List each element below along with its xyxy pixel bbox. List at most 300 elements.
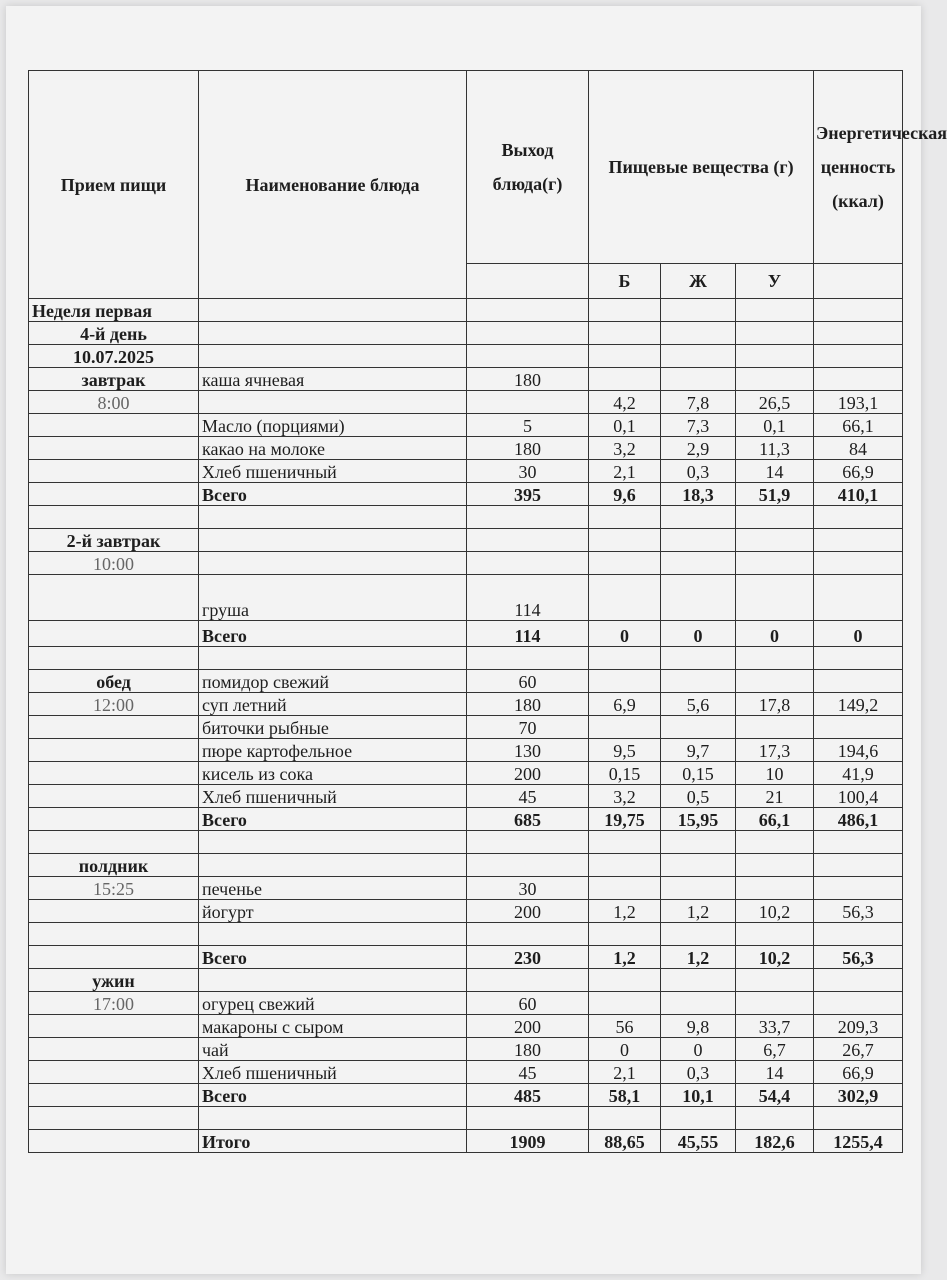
meal-cell [29,1061,199,1084]
table-row [29,969,903,992]
table-row [29,693,903,716]
yield-cell: 1909 [467,1130,589,1153]
energy-cell [814,506,903,529]
meal-cell [29,946,199,969]
fat-cell: 15,95 [661,808,736,831]
header-protein: Б [589,264,661,299]
carbs-cell [736,322,814,345]
yield-cell: 180 [467,368,589,391]
table-row [29,785,903,808]
header-yield: Выход блюда(г) [467,71,589,264]
carbs-cell: 10,2 [736,946,814,969]
energy-cell [814,923,903,946]
yield-cell: 685 [467,808,589,831]
dish-name-cell [199,923,467,946]
yield-cell: 30 [467,460,589,483]
carbs-cell [736,345,814,368]
table-row [29,923,903,946]
meal-cell [29,1015,199,1038]
energy-cell: 41,9 [814,762,903,785]
dish-name-cell: суп летний [199,693,467,716]
dish-name-cell: груша [199,575,467,621]
meal-cell: 15:25 [29,877,199,900]
table-row [29,322,903,345]
meal-cell [29,506,199,529]
fat-cell: 10,1 [661,1084,736,1107]
yield-cell: 30 [467,877,589,900]
header-yield-sub [467,264,589,299]
carbs-cell [736,1107,814,1130]
fat-cell [661,506,736,529]
protein-cell: 9,6 [589,483,661,506]
energy-cell [814,831,903,854]
table-row [29,1130,903,1153]
dish-name-cell: огурец свежий [199,992,467,1015]
dish-name-cell: Хлеб пшеничный [199,460,467,483]
dish-name-cell: макароны с сыром [199,1015,467,1038]
carbs-cell [736,670,814,693]
carbs-cell: 6,7 [736,1038,814,1061]
protein-cell: 1,2 [589,900,661,923]
dish-name-cell: Хлеб пшеничный [199,1061,467,1084]
carbs-cell [736,923,814,946]
dish-name-cell: Хлеб пшеничный [199,785,467,808]
energy-cell [814,575,903,621]
meal-cell [29,575,199,621]
fat-cell [661,992,736,1015]
fat-cell [661,969,736,992]
yield-cell [467,552,589,575]
protein-cell [589,552,661,575]
energy-cell: 0 [814,621,903,647]
protein-cell: 9,5 [589,739,661,762]
yield-cell [467,299,589,322]
energy-cell [814,1107,903,1130]
fat-cell: 0,15 [661,762,736,785]
dish-name-cell: Всего [199,1084,467,1107]
protein-cell: 0,15 [589,762,661,785]
fat-cell [661,923,736,946]
yield-cell: 180 [467,1038,589,1061]
protein-cell [589,506,661,529]
dish-name-cell [199,345,467,368]
energy-cell [814,992,903,1015]
meal-cell [29,437,199,460]
header-fat: Ж [661,264,736,299]
fat-cell [661,368,736,391]
energy-cell [814,322,903,345]
table-row [29,483,903,506]
carbs-cell: 21 [736,785,814,808]
table-row [29,854,903,877]
yield-cell: 5 [467,414,589,437]
protein-cell: 3,2 [589,785,661,808]
protein-cell [589,716,661,739]
meal-cell: Неделя первая [29,299,199,322]
table-row [29,437,903,460]
protein-cell: 2,1 [589,1061,661,1084]
carbs-cell: 11,3 [736,437,814,460]
yield-cell: 485 [467,1084,589,1107]
carbs-cell: 17,8 [736,693,814,716]
protein-cell: 4,2 [589,391,661,414]
meal-cell [29,414,199,437]
carbs-cell: 26,5 [736,391,814,414]
fat-cell [661,831,736,854]
protein-cell [589,575,661,621]
energy-cell: 66,9 [814,1061,903,1084]
dish-name-cell [199,854,467,877]
table-row [29,808,903,831]
table-row [29,552,903,575]
table-row [29,1038,903,1061]
carbs-cell [736,831,814,854]
energy-cell [814,877,903,900]
meal-cell [29,785,199,808]
yield-cell: 130 [467,739,589,762]
meal-cell [29,808,199,831]
energy-cell [814,368,903,391]
protein-cell: 88,65 [589,1130,661,1153]
fat-cell: 5,6 [661,693,736,716]
meal-cell: 10:00 [29,552,199,575]
dish-name-cell: каша ячневая [199,368,467,391]
dish-name-cell: Масло (порциями) [199,414,467,437]
yield-cell [467,1107,589,1130]
table-row [29,368,903,391]
meal-cell [29,1084,199,1107]
meal-cell [29,1107,199,1130]
protein-cell: 6,9 [589,693,661,716]
table-row [29,391,903,414]
carbs-cell: 51,9 [736,483,814,506]
dish-name-cell: Всего [199,483,467,506]
protein-cell: 2,1 [589,460,661,483]
protein-cell: 0 [589,1038,661,1061]
table-row [29,877,903,900]
table-row [29,621,903,647]
energy-cell: 84 [814,437,903,460]
protein-cell [589,969,661,992]
carbs-cell [736,992,814,1015]
fat-cell [661,345,736,368]
fat-cell: 0,3 [661,460,736,483]
meal-cell [29,900,199,923]
fat-cell [661,575,736,621]
dish-name-cell [199,831,467,854]
header-energy: Энергетическая ценность (ккал) [814,71,903,264]
table-row [29,762,903,785]
meal-cell [29,647,199,670]
yield-cell: 45 [467,785,589,808]
yield-cell [467,322,589,345]
table-row [29,647,903,670]
header-carbs: У [736,264,814,299]
yield-cell: 114 [467,621,589,647]
table-row [29,900,903,923]
meal-cell [29,621,199,647]
fat-cell [661,854,736,877]
dish-name-cell [199,552,467,575]
dish-name-cell [199,529,467,552]
carbs-cell [736,575,814,621]
carbs-cell: 0 [736,621,814,647]
header-nutrients: Пищевые вещества (г) [589,71,814,264]
carbs-cell [736,969,814,992]
energy-cell: 1255,4 [814,1130,903,1153]
yield-cell [467,506,589,529]
yield-cell [467,529,589,552]
fat-cell: 18,3 [661,483,736,506]
dish-name-cell [199,322,467,345]
carbs-cell: 33,7 [736,1015,814,1038]
protein-cell: 19,75 [589,808,661,831]
meal-cell: обед [29,670,199,693]
dish-name-cell: чай [199,1038,467,1061]
yield-cell [467,831,589,854]
menu-body [29,299,903,1153]
table-row [29,575,903,621]
fat-cell [661,322,736,345]
meal-cell: 4-й день [29,322,199,345]
protein-cell [589,1107,661,1130]
energy-cell [814,647,903,670]
protein-cell [589,877,661,900]
fat-cell [661,877,736,900]
dish-name-cell: йогурт [199,900,467,923]
energy-cell [814,552,903,575]
fat-cell: 0,3 [661,1061,736,1084]
protein-cell [589,345,661,368]
dish-name-cell: какао на молоке [199,437,467,460]
table-row [29,460,903,483]
protein-cell: 0,1 [589,414,661,437]
yield-cell [467,345,589,368]
yield-cell: 180 [467,693,589,716]
fat-cell: 9,7 [661,739,736,762]
menu-table [28,70,947,1153]
carbs-cell: 54,4 [736,1084,814,1107]
energy-cell [814,854,903,877]
dish-name-cell: Всего [199,808,467,831]
fat-cell: 0,5 [661,785,736,808]
carbs-cell [736,368,814,391]
protein-cell: 0 [589,621,661,647]
energy-cell: 26,7 [814,1038,903,1061]
table-row [29,506,903,529]
energy-cell: 194,6 [814,739,903,762]
fat-cell: 0 [661,1038,736,1061]
energy-cell: 66,1 [814,414,903,437]
yield-cell: 200 [467,1015,589,1038]
energy-cell: 410,1 [814,483,903,506]
yield-cell [467,854,589,877]
fat-cell: 2,9 [661,437,736,460]
meal-cell [29,1130,199,1153]
meal-cell [29,483,199,506]
energy-cell [814,670,903,693]
yield-cell [467,391,589,414]
yield-cell: 45 [467,1061,589,1084]
protein-cell [589,299,661,322]
yield-cell: 230 [467,946,589,969]
energy-cell [814,969,903,992]
carbs-cell: 14 [736,460,814,483]
fat-cell [661,1107,736,1130]
fat-cell: 9,8 [661,1015,736,1038]
dish-name-cell: помидор свежий [199,670,467,693]
protein-cell: 58,1 [589,1084,661,1107]
energy-cell: 486,1 [814,808,903,831]
protein-cell [589,647,661,670]
yield-cell: 180 [467,437,589,460]
yield-cell [467,647,589,670]
meal-cell: 2-й завтрак [29,529,199,552]
dish-name-cell: Итого [199,1130,467,1153]
meal-cell: 12:00 [29,693,199,716]
protein-cell: 1,2 [589,946,661,969]
fat-cell [661,552,736,575]
carbs-cell: 66,1 [736,808,814,831]
carbs-cell [736,552,814,575]
energy-cell [814,716,903,739]
protein-cell [589,529,661,552]
table-row [29,414,903,437]
meal-cell [29,762,199,785]
fat-cell [661,716,736,739]
energy-cell: 193,1 [814,391,903,414]
carbs-cell: 10,2 [736,900,814,923]
table-row [29,1015,903,1038]
fat-cell: 1,2 [661,900,736,923]
fat-cell [661,647,736,670]
meal-cell [29,831,199,854]
protein-cell: 3,2 [589,437,661,460]
table-row [29,739,903,762]
table-row [29,831,903,854]
table-row [29,946,903,969]
dish-name-cell [199,506,467,529]
header-meal: Прием пищи [29,71,199,299]
meal-cell: 8:00 [29,391,199,414]
energy-cell: 66,9 [814,460,903,483]
fat-cell [661,299,736,322]
header-dish: Наименование блюда [199,71,467,299]
energy-cell: 56,3 [814,946,903,969]
meal-cell [29,739,199,762]
energy-cell [814,345,903,368]
carbs-cell [736,506,814,529]
table-row [29,670,903,693]
carbs-cell: 17,3 [736,739,814,762]
yield-cell: 200 [467,900,589,923]
protein-cell [589,854,661,877]
carbs-cell [736,716,814,739]
dish-name-cell: Всего [199,946,467,969]
fat-cell: 1,2 [661,946,736,969]
table-row [29,992,903,1015]
carbs-cell [736,299,814,322]
yield-cell: 70 [467,716,589,739]
protein-cell [589,831,661,854]
energy-cell: 302,9 [814,1084,903,1107]
carbs-cell [736,854,814,877]
fat-cell: 0 [661,621,736,647]
table-row [29,529,903,552]
fat-cell: 7,8 [661,391,736,414]
protein-cell [589,322,661,345]
dish-name-cell [199,391,467,414]
energy-cell: 56,3 [814,900,903,923]
meal-cell: завтрак [29,368,199,391]
table-row [29,716,903,739]
yield-cell [467,969,589,992]
table-row [29,345,903,368]
dish-name-cell [199,299,467,322]
yield-cell [467,923,589,946]
carbs-cell: 10 [736,762,814,785]
meal-cell: полдник [29,854,199,877]
table-row [29,299,903,322]
dish-name-cell [199,1107,467,1130]
carbs-cell: 14 [736,1061,814,1084]
meal-cell: 10.07.2025 [29,345,199,368]
energy-cell [814,299,903,322]
header-energy-sub [814,264,903,299]
meal-cell [29,716,199,739]
meal-cell [29,1038,199,1061]
carbs-cell [736,529,814,552]
meal-cell [29,460,199,483]
dish-name-cell: пюре картофельное [199,739,467,762]
protein-cell [589,923,661,946]
dish-name-cell: биточки рыбные [199,716,467,739]
protein-cell [589,368,661,391]
meal-cell: ужин [29,969,199,992]
yield-cell: 395 [467,483,589,506]
table-row [29,1084,903,1107]
carbs-cell: 182,6 [736,1130,814,1153]
carbs-cell [736,877,814,900]
fat-cell: 45,55 [661,1130,736,1153]
yield-cell: 114 [467,575,589,621]
yield-cell: 60 [467,992,589,1015]
table-row [29,1061,903,1084]
energy-cell: 209,3 [814,1015,903,1038]
yield-cell: 200 [467,762,589,785]
yield-cell: 60 [467,670,589,693]
dish-name-cell [199,969,467,992]
energy-cell: 100,4 [814,785,903,808]
fat-cell [661,529,736,552]
paper-sheet [6,6,947,1274]
dish-name-cell: печенье [199,877,467,900]
carbs-cell: 0,1 [736,414,814,437]
protein-cell: 56 [589,1015,661,1038]
protein-cell [589,670,661,693]
table-row [29,1107,903,1130]
fat-cell: 7,3 [661,414,736,437]
meal-cell [29,923,199,946]
energy-cell [814,529,903,552]
dish-name-cell: кисель из сока [199,762,467,785]
energy-cell: 149,2 [814,693,903,716]
protein-cell [589,992,661,1015]
dish-name-cell: Всего [199,621,467,647]
meal-cell: 17:00 [29,992,199,1015]
carbs-cell [736,647,814,670]
fat-cell [661,670,736,693]
